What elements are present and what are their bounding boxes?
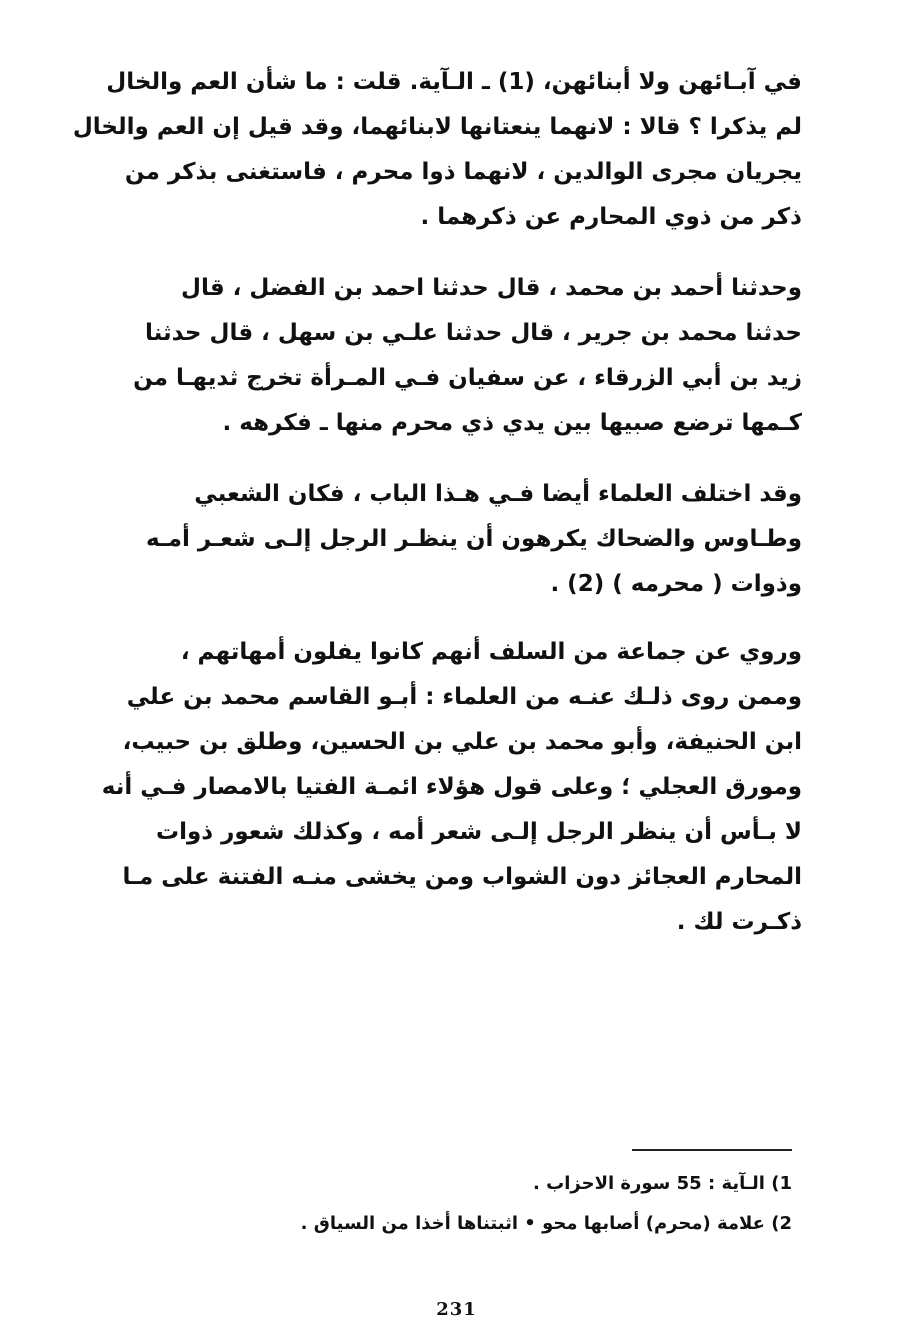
text-line: يجريان مجرى الوالدين ، لانهما ذوا محرم ، فاستغنى بذكر من (124, 159, 802, 185)
text-line: المحارم العجائز دون الشواب ومن يخشى منـه الفتنة على مـا (122, 864, 802, 890)
footnotes (200, 1164, 792, 1244)
paragraph-1 (72, 60, 802, 240)
text-line: في آبـائهن ولا أبنائهن، (1) ـ الـآية. قلت : ما شأن العم والخال (106, 69, 802, 95)
page-number: 231 (436, 1299, 477, 1320)
text-line: زيد بن أبي الزرقاء ، عن سفيان فـي المـرأة تخرج ثديهـا من (133, 365, 802, 391)
text-line: كـمها ترضع صبيها بين يدي ذي محرم منها ـ فكرهه . (222, 410, 802, 436)
text-line: وطـاوس والضحاك يكرهون أن ينظـر الرجل إلـى شعـر أمـه (145, 526, 802, 552)
text-line: لا بـأس أن ينظر الرجل إلـى شعر أمه ، وكذلك شعور ذوات (156, 819, 802, 845)
paragraph-3 (145, 472, 802, 607)
paragraph-2 (133, 266, 802, 446)
text-line: ذكـرت لك . (676, 909, 802, 935)
footnote-2: 2) علامة (محرم) أصابها محو • اثبتناها أخذا من السياق . (300, 1213, 792, 1234)
text-line: وقد اختلف العلماء أيضا فـي هـذا الباب ، فكان الشعبي (194, 481, 802, 507)
text-line: وحدثنا أحمد بن محمد ، قال حدثنا احمد بن الفضل ، قال (181, 275, 802, 301)
footnote-1: 1) الـآية : 55 سورة الاحزاب . (533, 1173, 792, 1194)
text-line: لم يذكرا ؟ قالا : لانهما ينعتانها لابنائهما، وقد قيل إن العم والخال (72, 114, 802, 140)
text-line: وروي عن جماعة من السلف أنهم كانوا يفلون أمهاتهم ، (180, 639, 802, 665)
text-line: ومورق العجلي ؛ وعلى قول هؤلاء ائمـة الفتيا بالامصار فـي أنه (101, 774, 802, 800)
text-line: ذكر من ذوي المحارم عن ذكرهما . (420, 204, 802, 230)
footnote-divider (632, 1149, 792, 1151)
paragraph-4 (101, 630, 802, 945)
text-line: ابن الحنيفة، وأبو محمد بن علي بن الحسين، وطلق بن حبيب، (122, 729, 802, 755)
text-line: وذوات ( محرمه ) (2) . (550, 571, 802, 597)
text-line: حدثنا محمد بن جرير ، قال حدثنا علـي بن سهل ، قال حدثنا (144, 320, 802, 346)
text-line: وممن روى ذلـك عنـه من العلماء : أبـو القاسم محمد بن علي (126, 684, 802, 710)
